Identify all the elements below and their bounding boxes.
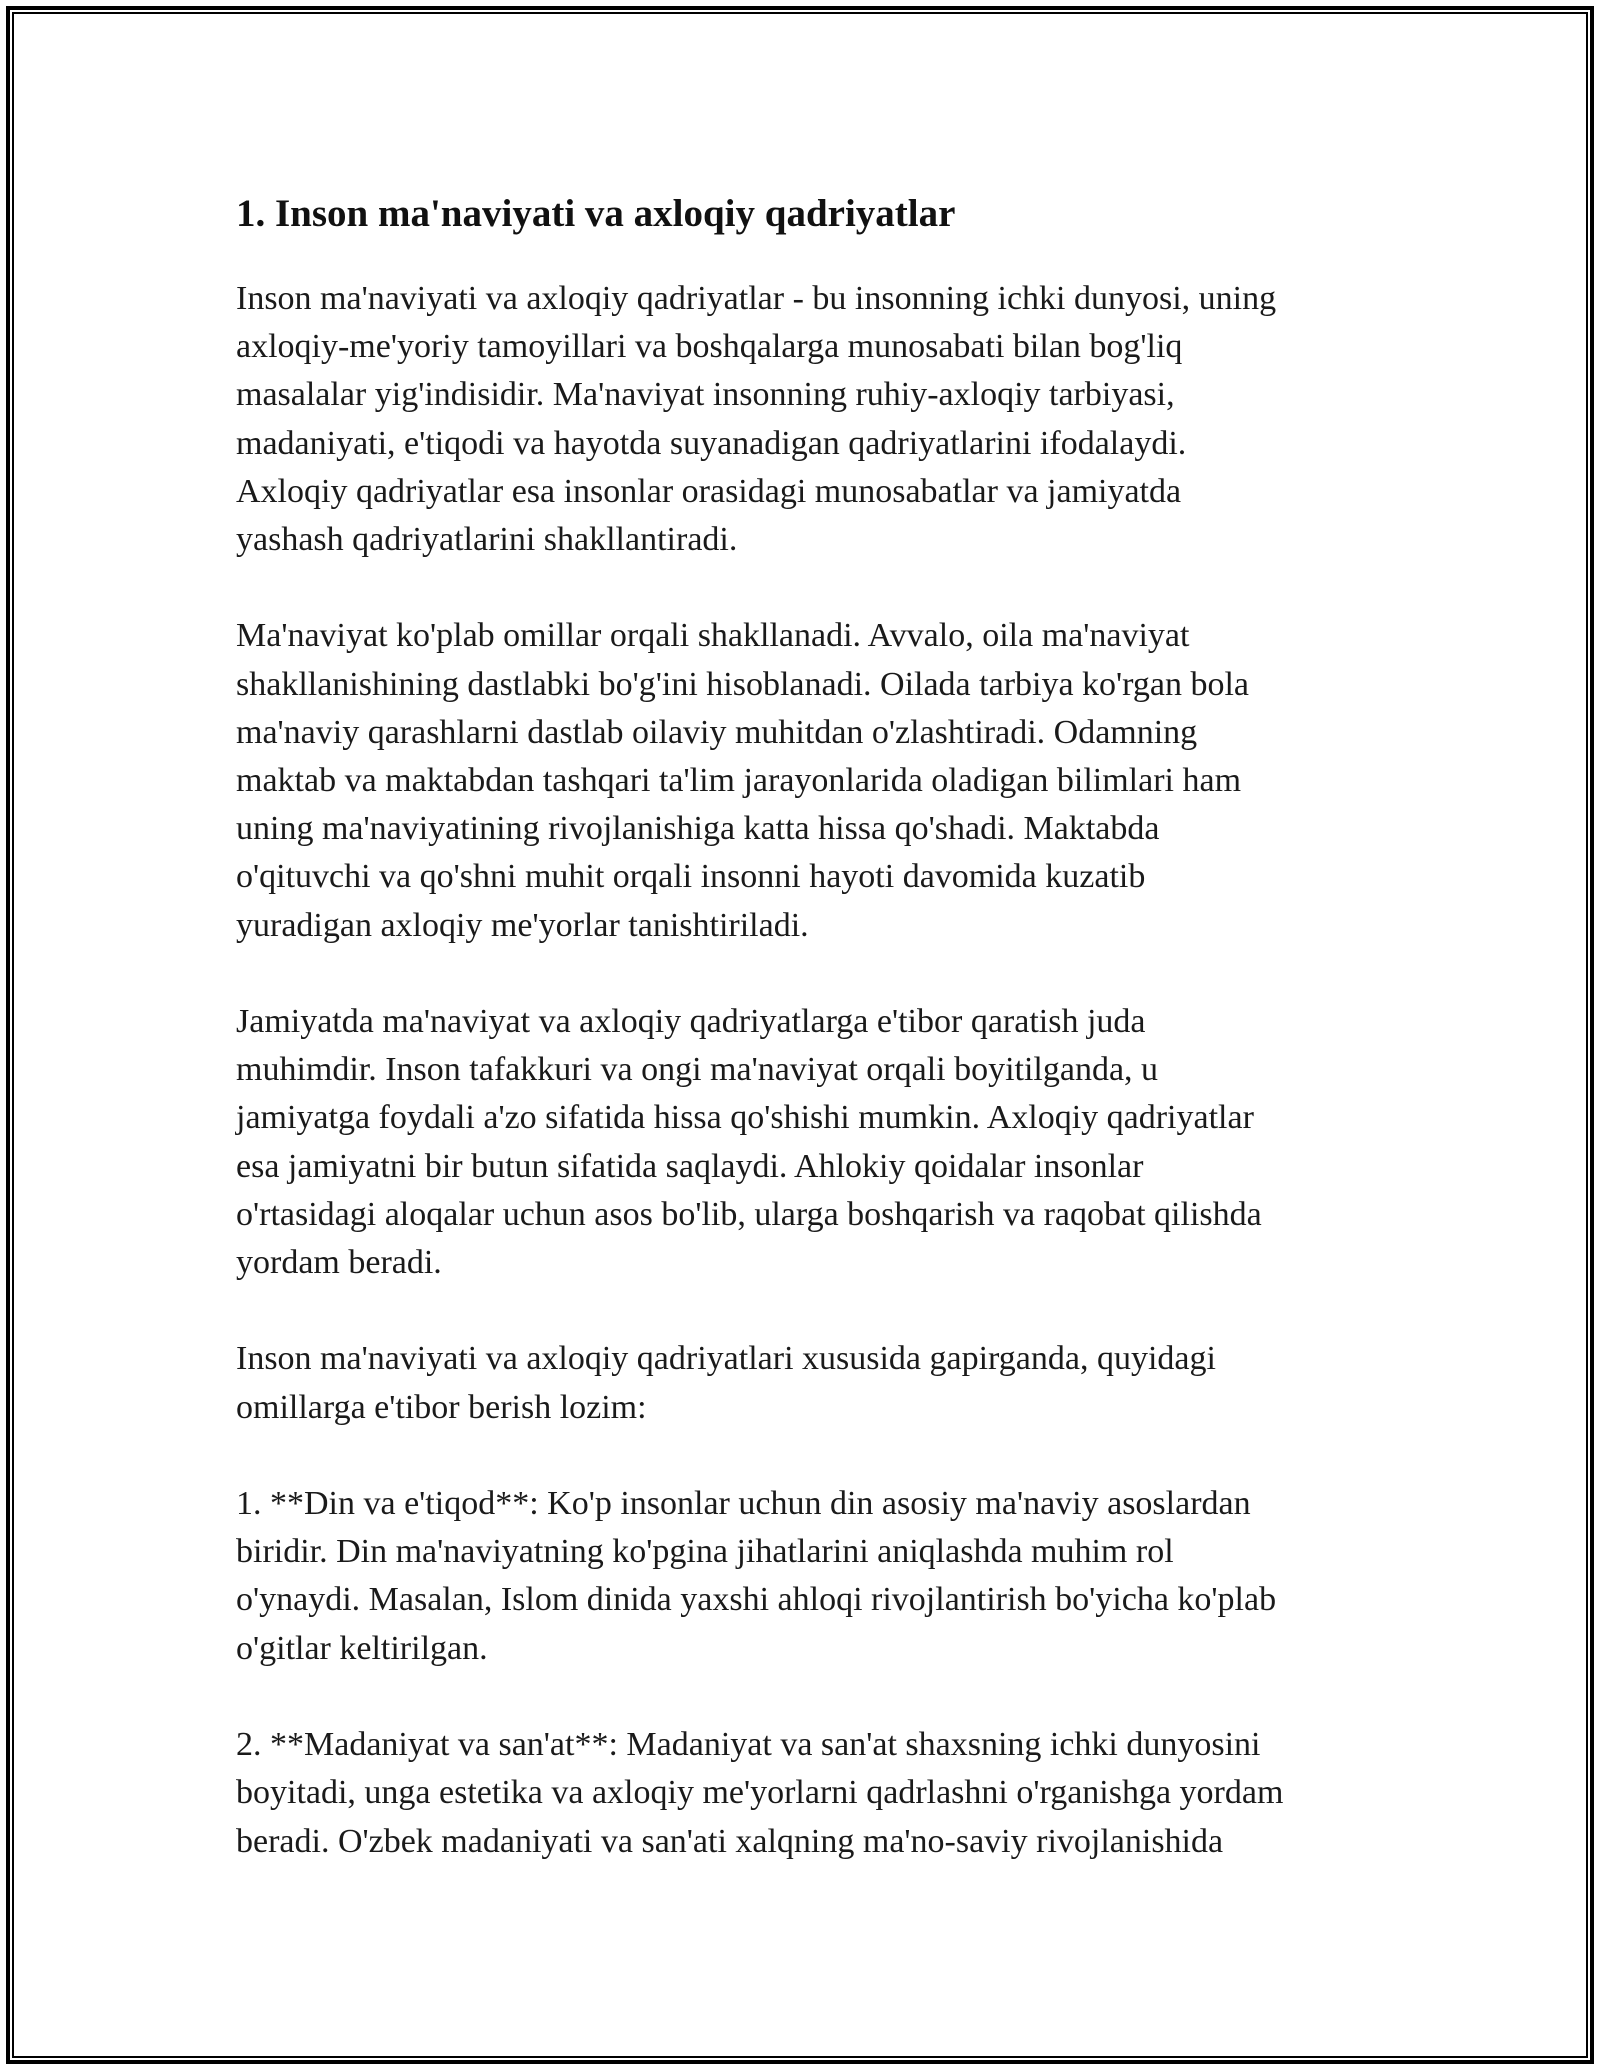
document-title: 1. Inson ma'naviyati va axloqiy qadriyatlar — [236, 192, 956, 235]
document-body-text: Inson ma'naviyati va axloqiy qadriyatlar - bu insonning ichki dunyosi, uning axloqiy-me'yoriy tamoyillari va boshqalarga munosabati bilan bog'liq masalalar yig'indisidir. Ma'naviyat insonning ruhiy-axloqiy tarbiyasi, madaniyati, e'tiqodi va hayotda suyanadigan qadriyatlarini ifodalaydi. Axloqiy qadriyatlar esa insonlar orasidagi munosabatlar va jamiyatda yashash qadriyatlarini shakllantiradi. Ma'naviyat ko'plab omillar orqali shakllanadi. Avvalo, oila ma'naviyat shakllanishining dastlabki bo'g'ini hisoblanadi. Oilada tarbiya ko'rgan bola ma'naviy qarashlarni dastlab oilaviy muhitdan o'zlashtiradi. Odamning maktab va maktabdan tashqari ta'lim jarayonlarida oladigan bilimlari ham uning ma'naviyatining rivojlanishiga katta hissa qo'shadi. Maktabda o'qituvchi va qo'shni muhit orqali insonni hayoti davomida kuzatib yuradigan axloqiy me'yorlar tanishtiriladi. Jamiyatda ma'naviyat va axloqiy qadriyatlarga e'tibor qaratish juda muhimdir. Inson tafakkuri va ongi ma'naviyat orqali boyitilganda, u jamiyatga foydali a'zo sifatida hissa qo'shishi mumkin. Axloqiy qadriyatlar esa jamiyatni bir butun sifatida saqlaydi. Ahlokiy qoidalar insonlar o'rtasidagi aloqalar uchun asos bo'lib, ularga boshqarish va raqobat qilishda yordam beradi. Inson ma'naviyati va axloqiy qadriyatlari xususida gapirganda, quyidagi omillarga e'tibor berish lozim: 1. **Din va e'tiqod**: Ko'p insonlar uchun din asosiy ma'naviy asoslardan biridir. Din ma'naviyatning ko'pgina jihatlarini aniqlashda muhim rol o'ynaydi. Masalan, Islom dinida yaxshi ahloqi rivojlantirish bo'yicha ko'plab o'gitlar keltirilgan. 2. **Madaniyat va san'at**: Madaniyat va san'at shaxsning ichki dunyosini boyitadi, unga estetika va axloqiy me'yorlarni qadrlashni o'rganishga yordam beradi. O'zbek madaniyati va san'ati xalqning ma'no-saviy rivojlanishida — [236, 280, 1284, 1860]
document-page — [236, 185, 1376, 1866]
